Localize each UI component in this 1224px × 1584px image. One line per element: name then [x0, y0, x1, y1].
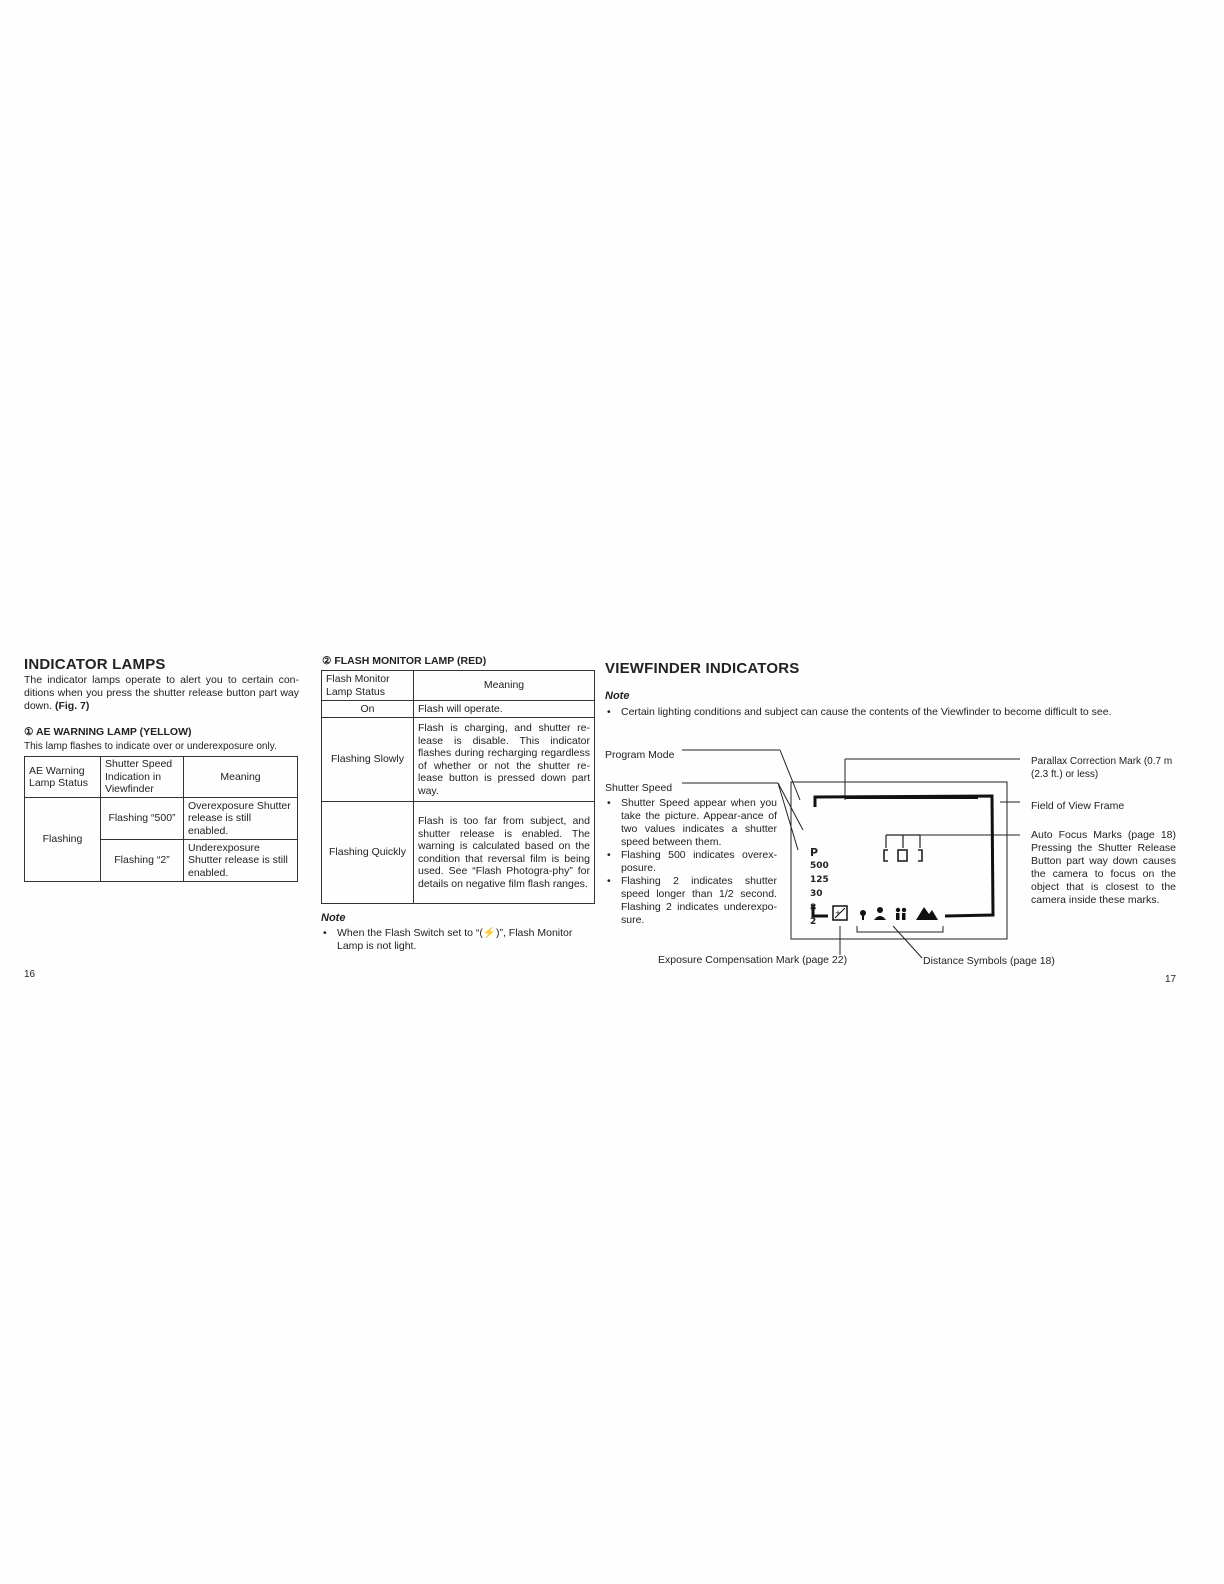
flash-note-label: Note [321, 912, 346, 924]
indicator-lamps-intro [24, 674, 299, 713]
shutter-bullet: • Shutter Speed appear when you take the picture. Appear-ance of two values indicates a shutter speed between them. [605, 797, 777, 849]
focus-bracket-right [918, 850, 922, 861]
label-shutter-speed: Shutter Speed [605, 782, 673, 794]
intro-fig-ref: (Fig. 7) [54, 700, 90, 712]
vf-speed-30: 30 [810, 889, 823, 899]
flash-monitor-heading: ② FLASH MONITOR LAMP (RED) [322, 655, 487, 667]
vf-program-mode: P [810, 846, 819, 859]
flash-row-meaning: Flash will operate. [414, 701, 595, 718]
ae-row-indication: Flashing “500” [101, 798, 184, 840]
vf-speed-8: 8 [810, 903, 817, 913]
flash-row-meaning: Flash is charging, and shutter re-lease is disable. This indicator flashes during recharging regardless of whether or not the shutter re-lease button is pressed down part way. [414, 718, 595, 802]
ae-row-meaning: Underexposure Shutter release is still enabled. [184, 840, 298, 882]
ae-row-meaning: Overexposure Shutter release is still enabled. [184, 798, 298, 840]
flash-row-status: Flashing Slowly [322, 718, 414, 802]
vf-speed-2: 2 [810, 917, 817, 927]
field-of-view-frame [815, 796, 993, 916]
ae-warning-desc: This lamp flashes to indicate over or underexposure only. [24, 741, 277, 752]
viewfinder-note-label: Note [605, 690, 630, 702]
label-parallax: Parallax Correction Mark (0.7 m (2.3 ft.) or less) [1031, 756, 1173, 780]
label-field-of-view: Field of View Frame [1031, 800, 1125, 812]
label-program-mode: Program Mode [605, 749, 675, 761]
mountain-icon [916, 907, 938, 920]
flash-note-item: • When the Flash Switch set to “(⚡)”, Flash Monitor Lamp is not light. [321, 927, 595, 953]
focus-bracket-left [884, 850, 888, 861]
viewfinder-title: VIEWFINDER INDICATORS [605, 660, 800, 677]
page-number-right: 17 [1165, 974, 1177, 985]
vf-speed-500: 500 [810, 861, 829, 871]
shutter-bullet: • Flashing 2 indicates shutter speed longer than 1/2 second. Flashing 2 indicates underexpo-sure. [605, 875, 777, 927]
exposure-compensation-icon [833, 906, 847, 920]
ae-header-status: AE Warning Lamp Status [25, 757, 101, 798]
flower-icon [860, 910, 866, 920]
person-icon [874, 907, 886, 920]
flash-row-status: On [322, 701, 414, 718]
ae-row-indication: Flashing “2” [101, 840, 184, 882]
intro-text: The indicator lamps operate to alert you to certain con-ditions when you press the shutter release button part way down. [24, 674, 299, 712]
flash-note-list [321, 927, 595, 953]
ae-header-indication: Shutter Speed Indication in Viewfinder [101, 757, 184, 798]
viewfinder-note-list [605, 706, 1175, 719]
flash-row-meaning: Flash is too far from subject, and shutter release is enabled. The warning is calculated based on the condition that reversal film is being used. See “Flash Photogra-phy” for details on negative film flash ranges. [414, 802, 595, 904]
page-number-left: 16 [24, 969, 36, 980]
focus-square [898, 850, 907, 861]
ae-warning-table [24, 756, 298, 882]
ae-status-flashing: Flashing [25, 798, 101, 882]
svg-text:+: + [835, 909, 841, 917]
flash-header-meaning: Meaning [414, 671, 595, 701]
viewfinder-note-item: • Certain lighting conditions and subject can cause the contents of the Viewfinder to become difficult to see. [605, 706, 1175, 719]
distance-symbols-icons [860, 907, 938, 920]
flash-row-status: Flashing Quickly [322, 802, 414, 904]
indicator-lamps-title: INDICATOR LAMPS [24, 656, 166, 673]
label-distance-symbols: Distance Symbols (page 18) [923, 955, 1055, 967]
ae-header-meaning: Meaning [184, 757, 298, 798]
flash-header-status: Flash Monitor Lamp Status [322, 671, 414, 701]
shutter-bullet: • Flashing 500 indicates overex-posure. [605, 849, 777, 875]
flash-monitor-table [321, 670, 595, 904]
label-exposure-comp: Exposure Compensation Mark (page 22) [658, 954, 848, 966]
label-auto-focus: Auto Focus Marks (page 18) Pressing the Shutter Release Button part way down causes the camera to focus on the object that is closest to the camera inside these marks. [1031, 829, 1176, 906]
vf-speed-125: 125 [810, 875, 829, 885]
group-icon [896, 908, 906, 920]
ae-warning-heading: ① AE WARNING LAMP (YELLOW) [24, 726, 192, 738]
